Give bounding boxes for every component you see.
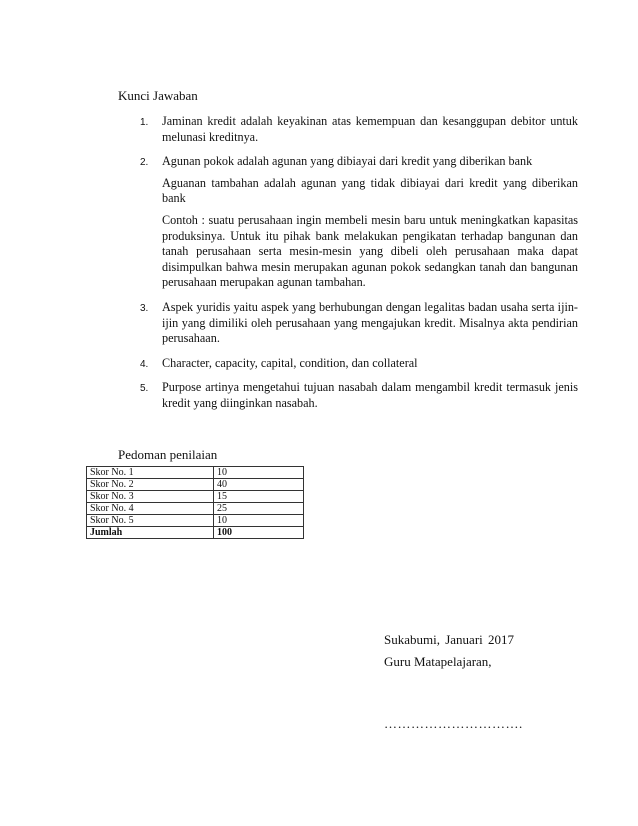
total-value-cell: 100 <box>214 527 304 539</box>
total-row <box>87 527 304 539</box>
score-label-cell: Skor No. 2 <box>87 479 214 491</box>
signature-role: Guru Matapelajaran, <box>384 654 492 669</box>
signature-name-line: …………………………. <box>384 716 523 731</box>
table-row <box>87 491 304 503</box>
answer-number: 2. <box>140 157 149 169</box>
table-row <box>87 515 304 527</box>
answer-number: 4. <box>140 358 149 370</box>
answer-number: 5. <box>140 383 149 395</box>
rubric-title: Pedoman penilaian <box>118 447 218 462</box>
score-value-cell: 40 <box>214 479 304 491</box>
answer-list <box>140 114 578 421</box>
signature-place-date: Sukabumi, Januari 2017 <box>384 632 515 647</box>
score-value-cell: 25 <box>214 503 304 515</box>
answer-number: 1. <box>140 117 149 128</box>
answer-paragraph: Agunan pokok adalah agunan yang dibiayai dari kredit yang diberikan bank <box>162 154 533 169</box>
answer-item-4 <box>140 356 578 372</box>
total-label-cell: Jumlah <box>87 527 214 539</box>
answer-paragraph: Character, capacity, capital, condition, dan collateral <box>162 355 418 370</box>
answer-number: 3. <box>140 302 149 314</box>
score-label-cell: Skor No. 5 <box>87 515 214 527</box>
answer-key-heading: Kunci Jawaban <box>118 88 198 103</box>
answer-item-2 <box>140 154 578 291</box>
answer-item-1 <box>140 114 578 145</box>
answer-paragraph: Contoh : suatu perusahaan ingin membeli mesin baru untuk meningkatkan kapasitas produksinya. Untuk itu pihak bank melakukan pengikatan terhadap bangunan dan tanah perusahaan serta mesin-mesin yang dibeli oleh perusahaan maka dapat disimpulkan bahwa mesin merupakan agunan pokok sedangkan tanah dan bangunan perusahaan merupakan agunan tambahan. <box>162 212 578 290</box>
answer-item-3 <box>140 300 578 347</box>
table-row <box>87 479 304 491</box>
score-label-cell: Skor No. 4 <box>87 503 214 515</box>
answer-paragraph: Purpose artinya mengetahui tujuan nasabah dalam mengambil kredit termasuk jenis kredit yang diinginkan nasabah. <box>162 380 578 410</box>
score-value-cell: 15 <box>214 491 304 503</box>
scoring-table <box>86 466 304 539</box>
score-value-cell: 10 <box>214 515 304 527</box>
score-value-cell: 10 <box>214 467 304 479</box>
answer-paragraph: Jaminan kredit adalah keyakinan atas kemempuan dan kesanggupan debitor untuk melunasi kreditnya. <box>162 114 578 144</box>
score-label-cell: Skor No. 1 <box>87 467 214 479</box>
answer-item-5 <box>140 380 578 411</box>
answer-paragraph: Aspek yuridis yaitu aspek yang berhubungan dengan legalitas badan usaha serta ijin-ijin yang dimiliki oleh perusahaan yang mengajukan kredit. Misalnya akta pendirian perusahaan. <box>162 299 578 346</box>
answer-paragraph: Aguanan tambahan adalah agunan yang tidak dibiayai dari kredit yang diberikan bank <box>162 175 578 206</box>
score-label-cell: Skor No. 3 <box>87 491 214 503</box>
table-row <box>87 503 304 515</box>
table-row <box>87 467 304 479</box>
